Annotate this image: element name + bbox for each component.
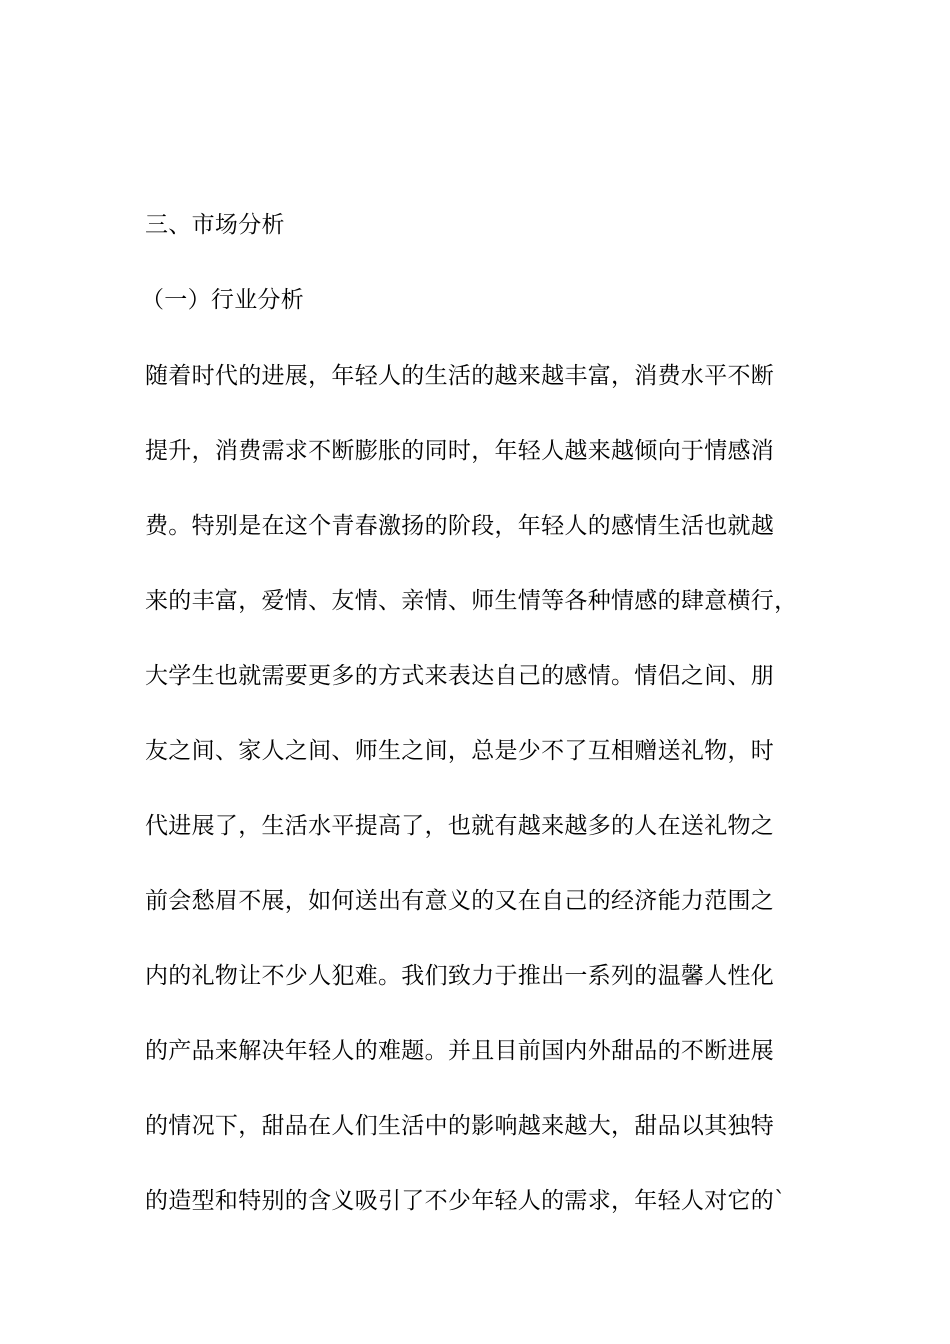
- paragraph-line: 的造型和特别的含义吸引了不少年轻人的需求，年轻人对它的`: [145, 1188, 786, 1214]
- paragraph-line: 内的礼物让不少人犯难。我们致力于推出一系列的温馨人性化: [145, 963, 775, 989]
- paragraph-line: 提升，消费需求不断膨胀的同时，年轻人越来越倾向于情感消: [145, 438, 775, 464]
- section-heading: 三、市场分析: [145, 212, 285, 238]
- paragraph-line: 前会愁眉不展，如何送出有意义的又在自己的经济能力范围之: [145, 888, 775, 914]
- paragraph-line: 代进展了，生活水平提高了，也就有越来越多的人在送礼物之: [145, 813, 775, 839]
- paragraph-line: 大学生也就需要更多的方式来表达自己的感情。情侣之间、朋: [145, 663, 775, 689]
- paragraph-line: 的产品来解决年轻人的难题。并且目前国内外甜品的不断进展: [145, 1038, 775, 1064]
- paragraph-line: 随着时代的进展，年轻人的生活的越来越丰富，消费水平不断: [145, 363, 775, 389]
- paragraph-line: 的情况下，甜品在人们生活中的影响越来越大，甜品以其独特: [145, 1113, 775, 1139]
- subsection-heading: （一）行业分析: [141, 287, 305, 313]
- paragraph-line: 费。特别是在这个青春激扬的阶段，年轻人的感情生活也就越: [145, 513, 775, 539]
- paragraph-line: 来的丰富，爱情、友情、亲情、师生情等各种情感的肆意横行，: [145, 588, 798, 614]
- paragraph-line: 友之间、家人之间、师生之间，总是少不了互相赠送礼物，时: [145, 738, 775, 764]
